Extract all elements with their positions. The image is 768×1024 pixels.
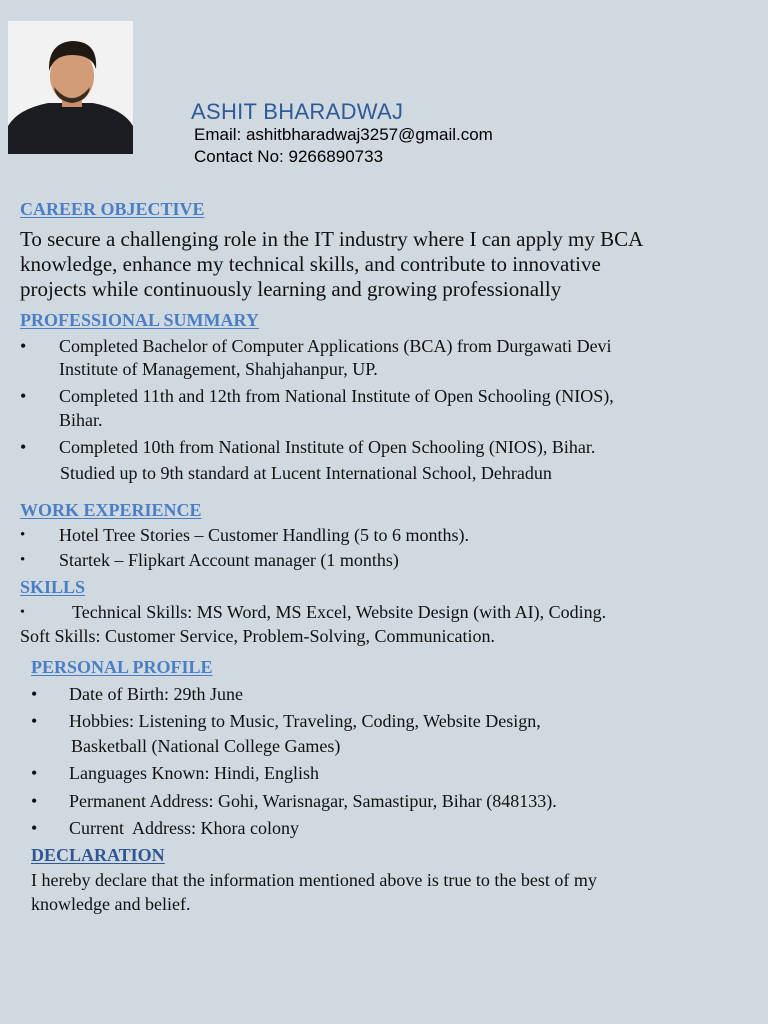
contact-number-text: Contact No: 9266890733 [194, 147, 384, 166]
work-item-text: Startek – Flipkart Account manager (1 months) [59, 550, 399, 570]
career-objective-heading: CAREER OBJECTIVE [20, 199, 205, 219]
profile-languages: Languages Known: Hindi, English [69, 763, 319, 783]
candidate-name: ASHIT BHARADWAJ [191, 99, 404, 124]
email-text: Email: ashitbharadwaj3257@gmail.com [194, 125, 493, 144]
summary-item-line: Completed Bachelor of Computer Applications (BCA) from Durgawati Devi [59, 336, 612, 356]
career-objective-text [20, 227, 643, 302]
summary-item-line: Completed 11th and 12th from National Institute of Open Schooling (NIOS), [59, 386, 614, 406]
profile-hobbies: Basketball (National College Games) [71, 736, 341, 756]
career-line: projects while continuously learning and growing professionally [20, 277, 562, 301]
bullet-icon: • [20, 605, 25, 620]
bullet-icon: • [31, 711, 38, 731]
bullet-icon: • [20, 336, 27, 356]
bullet-icon: • [31, 684, 38, 704]
professional-summary-heading: PROFESSIONAL SUMMARY [20, 310, 259, 330]
summary-item-line: Completed 10th from National Institute of Open Schooling (NIOS), Bihar. [59, 437, 596, 457]
declaration-text [31, 868, 597, 916]
career-line: knowledge, enhance my technical skills, and contribute to innovative [20, 252, 601, 276]
profile-permanent-address: Permanent Address: Gohi, Warisnagar, Samastipur, Bihar (848133). [69, 791, 557, 811]
skills-soft-text: Soft Skills: Customer Service, Problem-Solving, Communication. [20, 626, 495, 646]
declaration-heading: DECLARATION [31, 845, 165, 865]
bullet-icon: • [31, 791, 38, 811]
declaration-line: knowledge and belief. [31, 894, 191, 914]
summary-item-line: Studied up to 9th standard at Lucent International School, Dehradun [60, 463, 552, 483]
bullet-icon: • [20, 552, 26, 568]
declaration-line: I hereby declare that the information mentioned above is true to the best of my [31, 870, 597, 890]
work-experience-heading: WORK EXPERIENCE [20, 500, 202, 520]
skills-heading: SKILLS [20, 577, 86, 597]
career-line: To secure a challenging role in the IT industry where I can apply my BCA [20, 227, 644, 251]
profile-dob: Date of Birth: 29th June [69, 684, 243, 704]
work-item-text: Hotel Tree Stories – Customer Handling (5 to 6 months). [59, 525, 469, 545]
bullet-icon: • [20, 437, 27, 457]
bullet-icon: • [20, 386, 27, 406]
summary-item-line: Bihar. [59, 410, 103, 430]
profile-current-address: Current Address: Khora colony [69, 818, 299, 838]
bullet-icon: • [31, 818, 38, 838]
bullet-icon: • [31, 763, 38, 783]
skills-technical-text: Technical Skills: MS Word, MS Excel, Website Design (with AI), Coding. [72, 602, 607, 622]
profile-photo [8, 21, 133, 154]
bullet-icon: • [20, 527, 26, 543]
personal-profile-heading: PERSONAL PROFILE [31, 657, 213, 677]
profile-photo-avatar [8, 21, 133, 154]
profile-hobbies: Hobbies: Listening to Music, Traveling, Coding, Website Design, [69, 711, 541, 731]
summary-item-line: Institute of Management, Shahjahanpur, UP. [59, 359, 378, 379]
